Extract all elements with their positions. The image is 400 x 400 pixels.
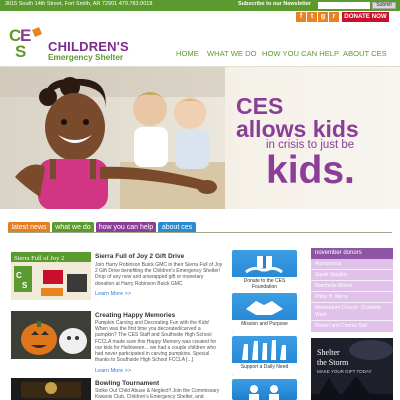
svg-text:C: C [16,271,22,280]
hero-children-photo [0,67,225,209]
svg-text:C: C [9,26,22,45]
post-thumbnail[interactable] [11,252,91,300]
people-icon [232,379,297,400]
contact-address: 3015 South 14th Street, Fort Smith, AR 72901 479.783.0018 [5,1,153,7]
daily-need-tile[interactable] [232,336,297,376]
donate-foundation-tile[interactable] [232,250,297,290]
additional-tile[interactable] [232,379,297,400]
google-plus-icon[interactable]: g [318,12,328,22]
hero-banner [0,66,400,209]
logo-subtitle: Emergency Shelter [48,52,124,62]
nav-home[interactable]: HOME [176,49,199,58]
post-thumbnail[interactable] [11,378,91,400]
donor-name: Philip H. Merry [315,294,348,300]
tile-caption: Support a Daily Need [232,363,297,376]
gift-hands-icon [232,250,297,277]
post-thumbnail[interactable] [11,311,91,359]
newsletter-email-input[interactable] [318,2,370,10]
post-title[interactable]: Bowling Tournament [95,380,160,387]
top-bar [0,0,400,11]
post-excerpt: Pumpkin Carving and Decorating Fun with the Kids! When was the first time you decorated/carved a pumpkin? The CES Staff and Southside High School FCCLA made sure this Happy Memory was created for our kids for Halloween... we had a couple children who had never participated in carving pumpkins. Special thanks to Southside High School FCCLA [...] [95,320,217,364]
tab-latest-news[interactable]: latest news [8,222,50,233]
handshake-icon [232,293,297,320]
shelter-the-storm-banner[interactable] [311,338,393,400]
tile-caption: Mission and Purpose [232,320,297,333]
post-excerpt: Strike Out Child Abuse & Neglect!! Join the Commissary Kiwanis Club, Children's Emergency Shelter, and [95,388,220,400]
donor-divider [311,302,393,303]
tile-caption: Donate to the CES Foundation [232,277,297,290]
raised-hands-icon [232,336,297,363]
post-learn-more-link[interactable]: Learn More >> [95,368,132,374]
donor-name: Robert and Connie Sell [315,323,367,329]
hero-line-3: in crisis to just be [266,139,355,151]
hero-line-4: kids. [266,149,355,192]
tab-how-you-can-help[interactable]: how you can help [96,222,156,233]
post-learn-more-link[interactable]: Learn More >> [95,291,132,297]
post-title[interactable]: Sierra Full of Joy 2 Gift Drive [95,253,185,260]
post-thumb-caption: Sierra Full of Joy 2 [14,255,65,262]
post-title[interactable]: Creating Happy Memories [95,312,176,319]
mission-purpose-tile[interactable] [232,293,297,333]
tab-about-ces[interactable]: about ces [158,222,196,233]
nav-about-ces[interactable]: ABOUT CES [343,49,387,58]
tab-what-we-do[interactable]: what we do [52,222,94,233]
svg-text:S: S [22,281,28,290]
donor-name: Sarah Vaughn [315,272,347,278]
logo-title: CHILDREN'S [48,39,129,54]
nav-how-you-can-help[interactable]: HOW YOU CAN HELP [262,49,340,58]
tabs-divider [8,232,392,233]
donor-divider [311,280,393,281]
donor-name: Momentum Church- Charlotte West [315,305,381,318]
facebook-icon[interactable]: f [296,12,306,22]
hero-line-2: allows kids [236,116,359,142]
donor-divider [311,269,393,270]
svg-text:S: S [15,42,27,60]
donor-name: Anonymous [315,261,342,267]
shelter-card-line-2: the Storm [317,358,349,367]
donor-name: Marchelle Moore [315,283,353,289]
donate-now-button[interactable]: DONATE NOW [342,12,389,22]
newsletter-label: Subscribe to our Newsletter [238,1,312,7]
rss-icon[interactable]: r [329,12,339,22]
donor-divider [311,320,393,321]
newsletter-submit-button[interactable]: Submit [372,2,396,10]
donor-divider [311,291,393,292]
nav-what-we-do[interactable]: WHAT WE DO [207,49,257,58]
twitter-icon[interactable]: t [307,12,317,22]
hero-line-1: CES [236,93,284,119]
november-donors-panel [311,248,393,332]
svg-text:E: E [20,26,32,45]
ces-logo-icon[interactable] [8,24,44,60]
shelter-card-line-1: Shelter [317,348,340,357]
shelter-card-line-3: MAKE YOUR GIFT TODAY [317,369,372,374]
donors-heading: november donors [311,248,393,259]
post-excerpt: Join Harry Robinson Buick GMC in their Sierra Full of Joy 2 Gift Drive benefiting the Children's Emergency Shelter! Drop of any new and unwrapped gift or monetary donation at Harry Robinson Buick GMC [95,262,223,287]
